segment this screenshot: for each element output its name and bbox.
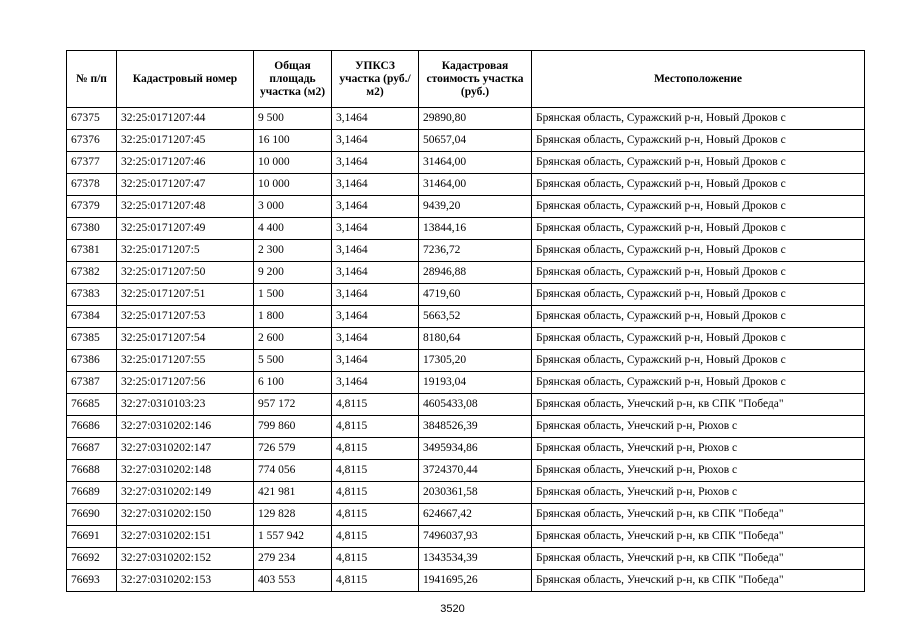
row-num-cell: 76689 [67,482,117,504]
cadastral-value-cell: 4605433,08 [419,394,532,416]
header-upksz: УПКСЗ участка (руб./м2) [332,51,419,108]
table-row [67,262,865,284]
cadastral-value-cell: 1941695,26 [419,570,532,592]
upksz-cell: 4,8115 [332,526,419,548]
upksz-cell: 3,1464 [332,328,419,350]
cadastral-number-cell: 32:25:0171207:48 [117,196,254,218]
row-num-cell: 76693 [67,570,117,592]
location-cell: Брянская область, Суражский р-н, Новый Дроков с [532,350,865,372]
area-cell: 129 828 [254,504,332,526]
cadastral-value-cell: 2030361,58 [419,482,532,504]
area-cell: 4 400 [254,218,332,240]
cadastral-value-cell: 9439,20 [419,196,532,218]
row-num-cell: 67377 [67,152,117,174]
cadastral-number-cell: 32:27:0310202:151 [117,526,254,548]
area-cell: 10 000 [254,152,332,174]
area-cell: 1 500 [254,284,332,306]
area-cell: 421 981 [254,482,332,504]
cadastral-value-cell: 4719,60 [419,284,532,306]
location-cell: Брянская область, Унечский р-н, кв СПК "Победа" [532,526,865,548]
area-cell: 6 100 [254,372,332,394]
table-row [67,350,865,372]
table-row [67,570,865,592]
cadastral-value-cell: 7236,72 [419,240,532,262]
header-num: № п/п [67,51,117,108]
cadastral-value-cell: 19193,04 [419,372,532,394]
cadastral-number-cell: 32:25:0171207:55 [117,350,254,372]
cadastral-value-cell: 29890,80 [419,108,532,130]
upksz-cell: 3,1464 [332,306,419,328]
cadastral-value-cell: 17305,20 [419,350,532,372]
table-row [67,548,865,570]
table-row [67,130,865,152]
location-cell: Брянская область, Суражский р-н, Новый Дроков с [532,196,865,218]
upksz-cell: 3,1464 [332,152,419,174]
row-num-cell: 76687 [67,438,117,460]
area-cell: 16 100 [254,130,332,152]
cadastral-number-cell: 32:27:0310202:150 [117,504,254,526]
cadastral-number-cell: 32:25:0171207:50 [117,262,254,284]
cadastral-table [66,50,865,592]
row-num-cell: 76691 [67,526,117,548]
cadastral-number-cell: 32:27:0310202:153 [117,570,254,592]
row-num-cell: 67382 [67,262,117,284]
row-num-cell: 67381 [67,240,117,262]
upksz-cell: 4,8115 [332,460,419,482]
table-row [67,394,865,416]
upksz-cell: 3,1464 [332,350,419,372]
cadastral-value-cell: 7496037,93 [419,526,532,548]
location-cell: Брянская область, Суражский р-н, Новый Дроков с [532,372,865,394]
upksz-cell: 3,1464 [332,196,419,218]
row-num-cell: 67384 [67,306,117,328]
area-cell: 279 234 [254,548,332,570]
row-num-cell: 67379 [67,196,117,218]
cadastral-number-cell: 32:25:0171207:51 [117,284,254,306]
cadastral-value-cell: 624667,42 [419,504,532,526]
cadastral-value-cell: 50657,04 [419,130,532,152]
cadastral-value-cell: 31464,00 [419,174,532,196]
upksz-cell: 3,1464 [332,240,419,262]
table-row [67,372,865,394]
cadastral-value-cell: 31464,00 [419,152,532,174]
table-row [67,438,865,460]
cadastral-value-cell: 28946,88 [419,262,532,284]
cadastral-number-cell: 32:27:0310202:152 [117,548,254,570]
row-num-cell: 67375 [67,108,117,130]
area-cell: 9 500 [254,108,332,130]
table-row [67,174,865,196]
row-num-cell: 67387 [67,372,117,394]
cadastral-value-cell: 3724370,44 [419,460,532,482]
table-row [67,416,865,438]
header-cadastral-value: Кадастровая стоимость участка (руб.) [419,51,532,108]
upksz-cell: 4,8115 [332,394,419,416]
cadastral-number-cell: 32:27:0310202:147 [117,438,254,460]
cadastral-number-cell: 32:25:0171207:53 [117,306,254,328]
table-row [67,240,865,262]
location-cell: Брянская область, Унечский р-н, кв СПК "Победа" [532,504,865,526]
row-num-cell: 76690 [67,504,117,526]
table-row [67,460,865,482]
area-cell: 957 172 [254,394,332,416]
upksz-cell: 4,8115 [332,438,419,460]
location-cell: Брянская область, Суражский р-н, Новый Дроков с [532,240,865,262]
table-row [67,504,865,526]
table-row [67,218,865,240]
table-row [67,108,865,130]
area-cell: 1 557 942 [254,526,332,548]
upksz-cell: 4,8115 [332,482,419,504]
location-cell: Брянская область, Унечский р-н, Рюхов с [532,460,865,482]
upksz-cell: 4,8115 [332,416,419,438]
table-row [67,284,865,306]
area-cell: 2 600 [254,328,332,350]
location-cell: Брянская область, Суражский р-н, Новый Дроков с [532,130,865,152]
area-cell: 2 300 [254,240,332,262]
row-num-cell: 67383 [67,284,117,306]
location-cell: Брянская область, Суражский р-н, Новый Дроков с [532,108,865,130]
upksz-cell: 3,1464 [332,174,419,196]
table-row [67,152,865,174]
upksz-cell: 3,1464 [332,262,419,284]
row-num-cell: 67380 [67,218,117,240]
cadastral-value-cell: 3848526,39 [419,416,532,438]
cadastral-number-cell: 32:25:0171207:56 [117,372,254,394]
upksz-cell: 4,8115 [332,504,419,526]
area-cell: 9 200 [254,262,332,284]
upksz-cell: 3,1464 [332,218,419,240]
cadastral-value-cell: 13844,16 [419,218,532,240]
cadastral-number-cell: 32:27:0310202:149 [117,482,254,504]
cadastral-number-cell: 32:25:0171207:5 [117,240,254,262]
cadastral-number-cell: 32:25:0171207:45 [117,130,254,152]
area-cell: 799 860 [254,416,332,438]
location-cell: Брянская область, Унечский р-н, кв СПК "Победа" [532,570,865,592]
area-cell: 774 056 [254,460,332,482]
location-cell: Брянская область, Унечский р-н, Рюхов с [532,438,865,460]
location-cell: Брянская область, Суражский р-н, Новый Дроков с [532,328,865,350]
upksz-cell: 3,1464 [332,130,419,152]
location-cell: Брянская область, Унечский р-н, кв СПК "Победа" [532,394,865,416]
header-row [67,51,865,108]
location-cell: Брянская область, Суражский р-н, Новый Дроков с [532,284,865,306]
cadastral-value-cell: 5663,52 [419,306,532,328]
cadastral-value-cell: 3495934,86 [419,438,532,460]
area-cell: 10 000 [254,174,332,196]
upksz-cell: 4,8115 [332,570,419,592]
row-num-cell: 76692 [67,548,117,570]
location-cell: Брянская область, Унечский р-н, кв СПК "Победа" [532,548,865,570]
location-cell: Брянская область, Унечский р-н, Рюхов с [532,482,865,504]
area-cell: 726 579 [254,438,332,460]
upksz-cell: 3,1464 [332,108,419,130]
upksz-cell: 3,1464 [332,284,419,306]
table-row [67,328,865,350]
table-row [67,306,865,328]
location-cell: Брянская область, Суражский р-н, Новый Дроков с [532,174,865,196]
area-cell: 1 800 [254,306,332,328]
cadastral-number-cell: 32:27:0310103:23 [117,394,254,416]
table-row [67,196,865,218]
area-cell: 403 553 [254,570,332,592]
row-num-cell: 67376 [67,130,117,152]
cadastral-value-cell: 8180,64 [419,328,532,350]
area-cell: 5 500 [254,350,332,372]
row-num-cell: 76686 [67,416,117,438]
row-num-cell: 76688 [67,460,117,482]
location-cell: Брянская область, Унечский р-н, Рюхов с [532,416,865,438]
location-cell: Брянская область, Суражский р-н, Новый Дроков с [532,152,865,174]
header-cadastral-number: Кадастровый номер [117,51,254,108]
upksz-cell: 3,1464 [332,372,419,394]
table-row [67,482,865,504]
cadastral-number-cell: 32:25:0171207:54 [117,328,254,350]
upksz-cell: 4,8115 [332,548,419,570]
row-num-cell: 76685 [67,394,117,416]
cadastral-value-cell: 1343534,39 [419,548,532,570]
location-cell: Брянская область, Суражский р-н, Новый Дроков с [532,262,865,284]
header-area: Общая площадь участка (м2) [254,51,332,108]
cadastral-number-cell: 32:25:0171207:46 [117,152,254,174]
location-cell: Брянская область, Суражский р-н, Новый Дроков с [532,218,865,240]
header-location: Местоположение [532,51,865,108]
cadastral-number-cell: 32:25:0171207:44 [117,108,254,130]
cadastral-number-cell: 32:25:0171207:47 [117,174,254,196]
cadastral-number-cell: 32:27:0310202:146 [117,416,254,438]
location-cell: Брянская область, Суражский р-н, Новый Дроков с [532,306,865,328]
row-num-cell: 67385 [67,328,117,350]
cadastral-number-cell: 32:27:0310202:148 [117,460,254,482]
row-num-cell: 67378 [67,174,117,196]
area-cell: 3 000 [254,196,332,218]
page-number: 3520 [440,603,465,615]
table-row [67,526,865,548]
row-num-cell: 67386 [67,350,117,372]
cadastral-number-cell: 32:25:0171207:49 [117,218,254,240]
